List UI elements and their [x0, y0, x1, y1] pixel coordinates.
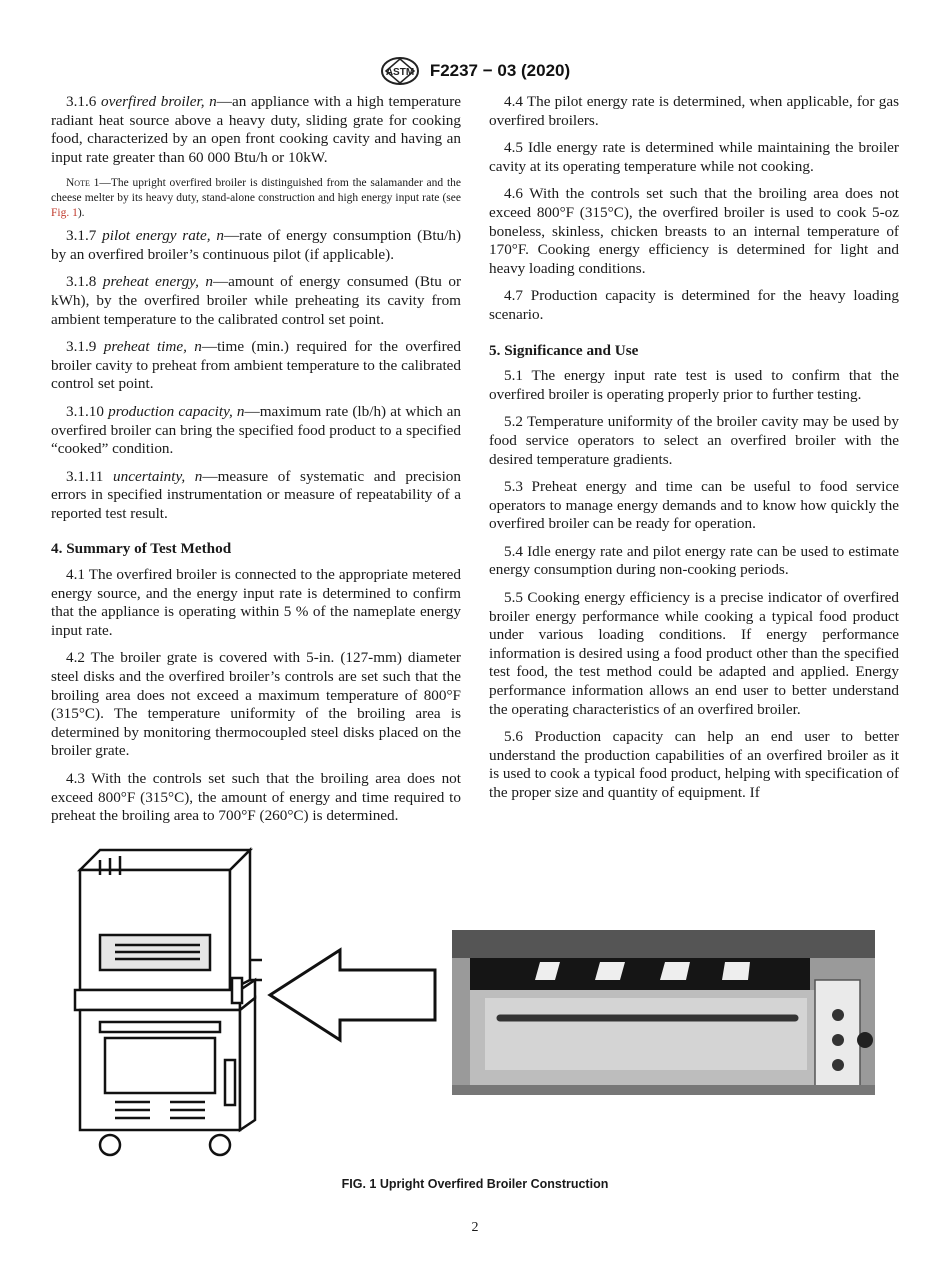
arrow-left-icon [270, 950, 435, 1040]
paragraph-4-5: 4.5 Idle energy rate is determined while maintaining the broiler cavity at its operating temperature while not cooking. [489, 139, 899, 175]
left-column [51, 93, 461, 835]
paragraph-4-4: 4.4 The pilot energy rate is determined, when applicable, for gas overfired broilers. [489, 93, 899, 129]
paragraph-3-1-10: 3.1.10 production capacity, n—maximum rate (lb/h) at which an overfired broiler can bring the specified food product to a specified “cooked” condition. [51, 402, 461, 458]
fig-1-link[interactable]: Fig. 1 [51, 206, 78, 219]
figure-1 [60, 840, 890, 1170]
paragraph-4-3: 4.3 With the controls set such that the broiling area does not exceed 800°F (315°C), the amount of energy and time required to preheat the broiling area to 700°F (260°C) is determined. [51, 770, 461, 825]
paragraph-3-1-8: 3.1.8 preheat energy, n—amount of energy consumed (Btu or kWh), by the overfired broiler while preheating its cavity from ambient temperature to the calibrated control set point. [51, 273, 461, 328]
section-4-heading: 4. Summary of Test Method [51, 540, 232, 558]
paragraph-4-2: 4.2 The broiler grate is covered with 5-in. (127-mm) diameter steel disks and the overfired broiler’s controls are set such that the broiling area does not exceed a maximum temperature of 800°F (315°C). The temperature uniformity of the broiling area is determined by monitoring thermocoupled steel disks placed on the broiler grate. [51, 649, 461, 760]
paragraph-3-1-9: 3.1.9 preheat time, n—time (min.) required for the overfired broiler cavity to preheat from ambient temperature to the calibrated control set point. [51, 338, 461, 393]
page-header [0, 56, 950, 86]
astm-logo-icon [380, 56, 420, 86]
paragraph-5-5: 5.5 Cooking energy efficiency is a precise indicator of overfired broiler energy performance while cooking a typical food product under various loading conditions. If energy performance information is desired using a food product other than the specified test food, the test method could be adapted and applied. Energy performance information allows an end user to better understand the operating characteristics of an overfired broiler. [489, 589, 899, 718]
svg-text:ASTM: ASTM [385, 67, 414, 78]
figure-caption: FIG. 1 Upright Overfired Broiler Construction [341, 1177, 609, 1191]
right-column [489, 93, 899, 812]
paragraph-5-3: 5.3 Preheat energy and time can be useful to food service operators to manage energy demands and to know how quickly the overfired broiler can be ready for operation. [489, 478, 899, 533]
paragraph-5-1: 5.1 The energy input rate test is used to confirm that the overfired broiler is operating properly prior to further testing. [489, 367, 899, 403]
section-5-heading: 5. Significance and Use [489, 341, 639, 359]
paragraph-4-7: 4.7 Production capacity is determined for the heavy loading scenario. [489, 287, 899, 323]
paragraph-5-4: 5.4 Idle energy rate and pilot energy rate can be used to estimate energy consumption during non-cooking periods. [489, 542, 899, 579]
paragraph-3-1-7: 3.1.7 pilot energy rate, n—rate of energy consumption (Btu/h) by an overfired broiler’s continuous pilot (if applicable). [51, 227, 462, 263]
paragraph-4-6: 4.6 With the controls set such that the broiling area does not exceed 800°F (315°C), the overfired broiler is used to cook 5-oz boneless, skinless, chicken breasts to an internal temperature of 170°F. Cooking energy efficiency is determined for light and heavy loading conditions. [489, 185, 899, 277]
paragraph-4-1: 4.1 The overfired broiler is connected to the appropriate metered energy source, and the energy input rate is determined to confirm that the appliance is operating within 5 % of the nameplate energy input rate. [51, 566, 461, 639]
paragraph-5-2: 5.2 Temperature uniformity of the broiler cavity may be used by food service operators to select an overfired broiler with the desired temperature gradients. [489, 413, 899, 468]
broiler-drawing-icon [75, 850, 262, 1155]
paragraph-3-1-11: 3.1.11 uncertainty, n—measure of systematic and precision errors in specified instrumentation or measure of repeatability of a reported test result. [51, 467, 461, 522]
broiler-photo-icon [452, 930, 875, 1095]
document-code: F2237 − 03 (2020) [429, 61, 571, 80]
paragraph-5-6: 5.6 Production capacity can help an end user to better understand the production capabilities of an overfired broiler as it is used to cook a typical food product, helping with specification of the proper size and quantity of equipment. If [489, 728, 899, 801]
note-1: Note 1—The upright overfired broiler is distinguished from the salamander and the cheese melter by its heavy duty, stand-alone construction and high energy input rate (see Fig. 1). [51, 177, 461, 219]
paragraph-3-1-6: 3.1.6 overfired broiler, n—an appliance with a high temperature radiant heat source above a heavy duty, sliding grate for cooking food, characterized by an open front cooking cavity and having an input rate greater than 60 000 Btu/h or 10kW. [51, 93, 462, 166]
page-number: 2 [471, 1220, 479, 1235]
